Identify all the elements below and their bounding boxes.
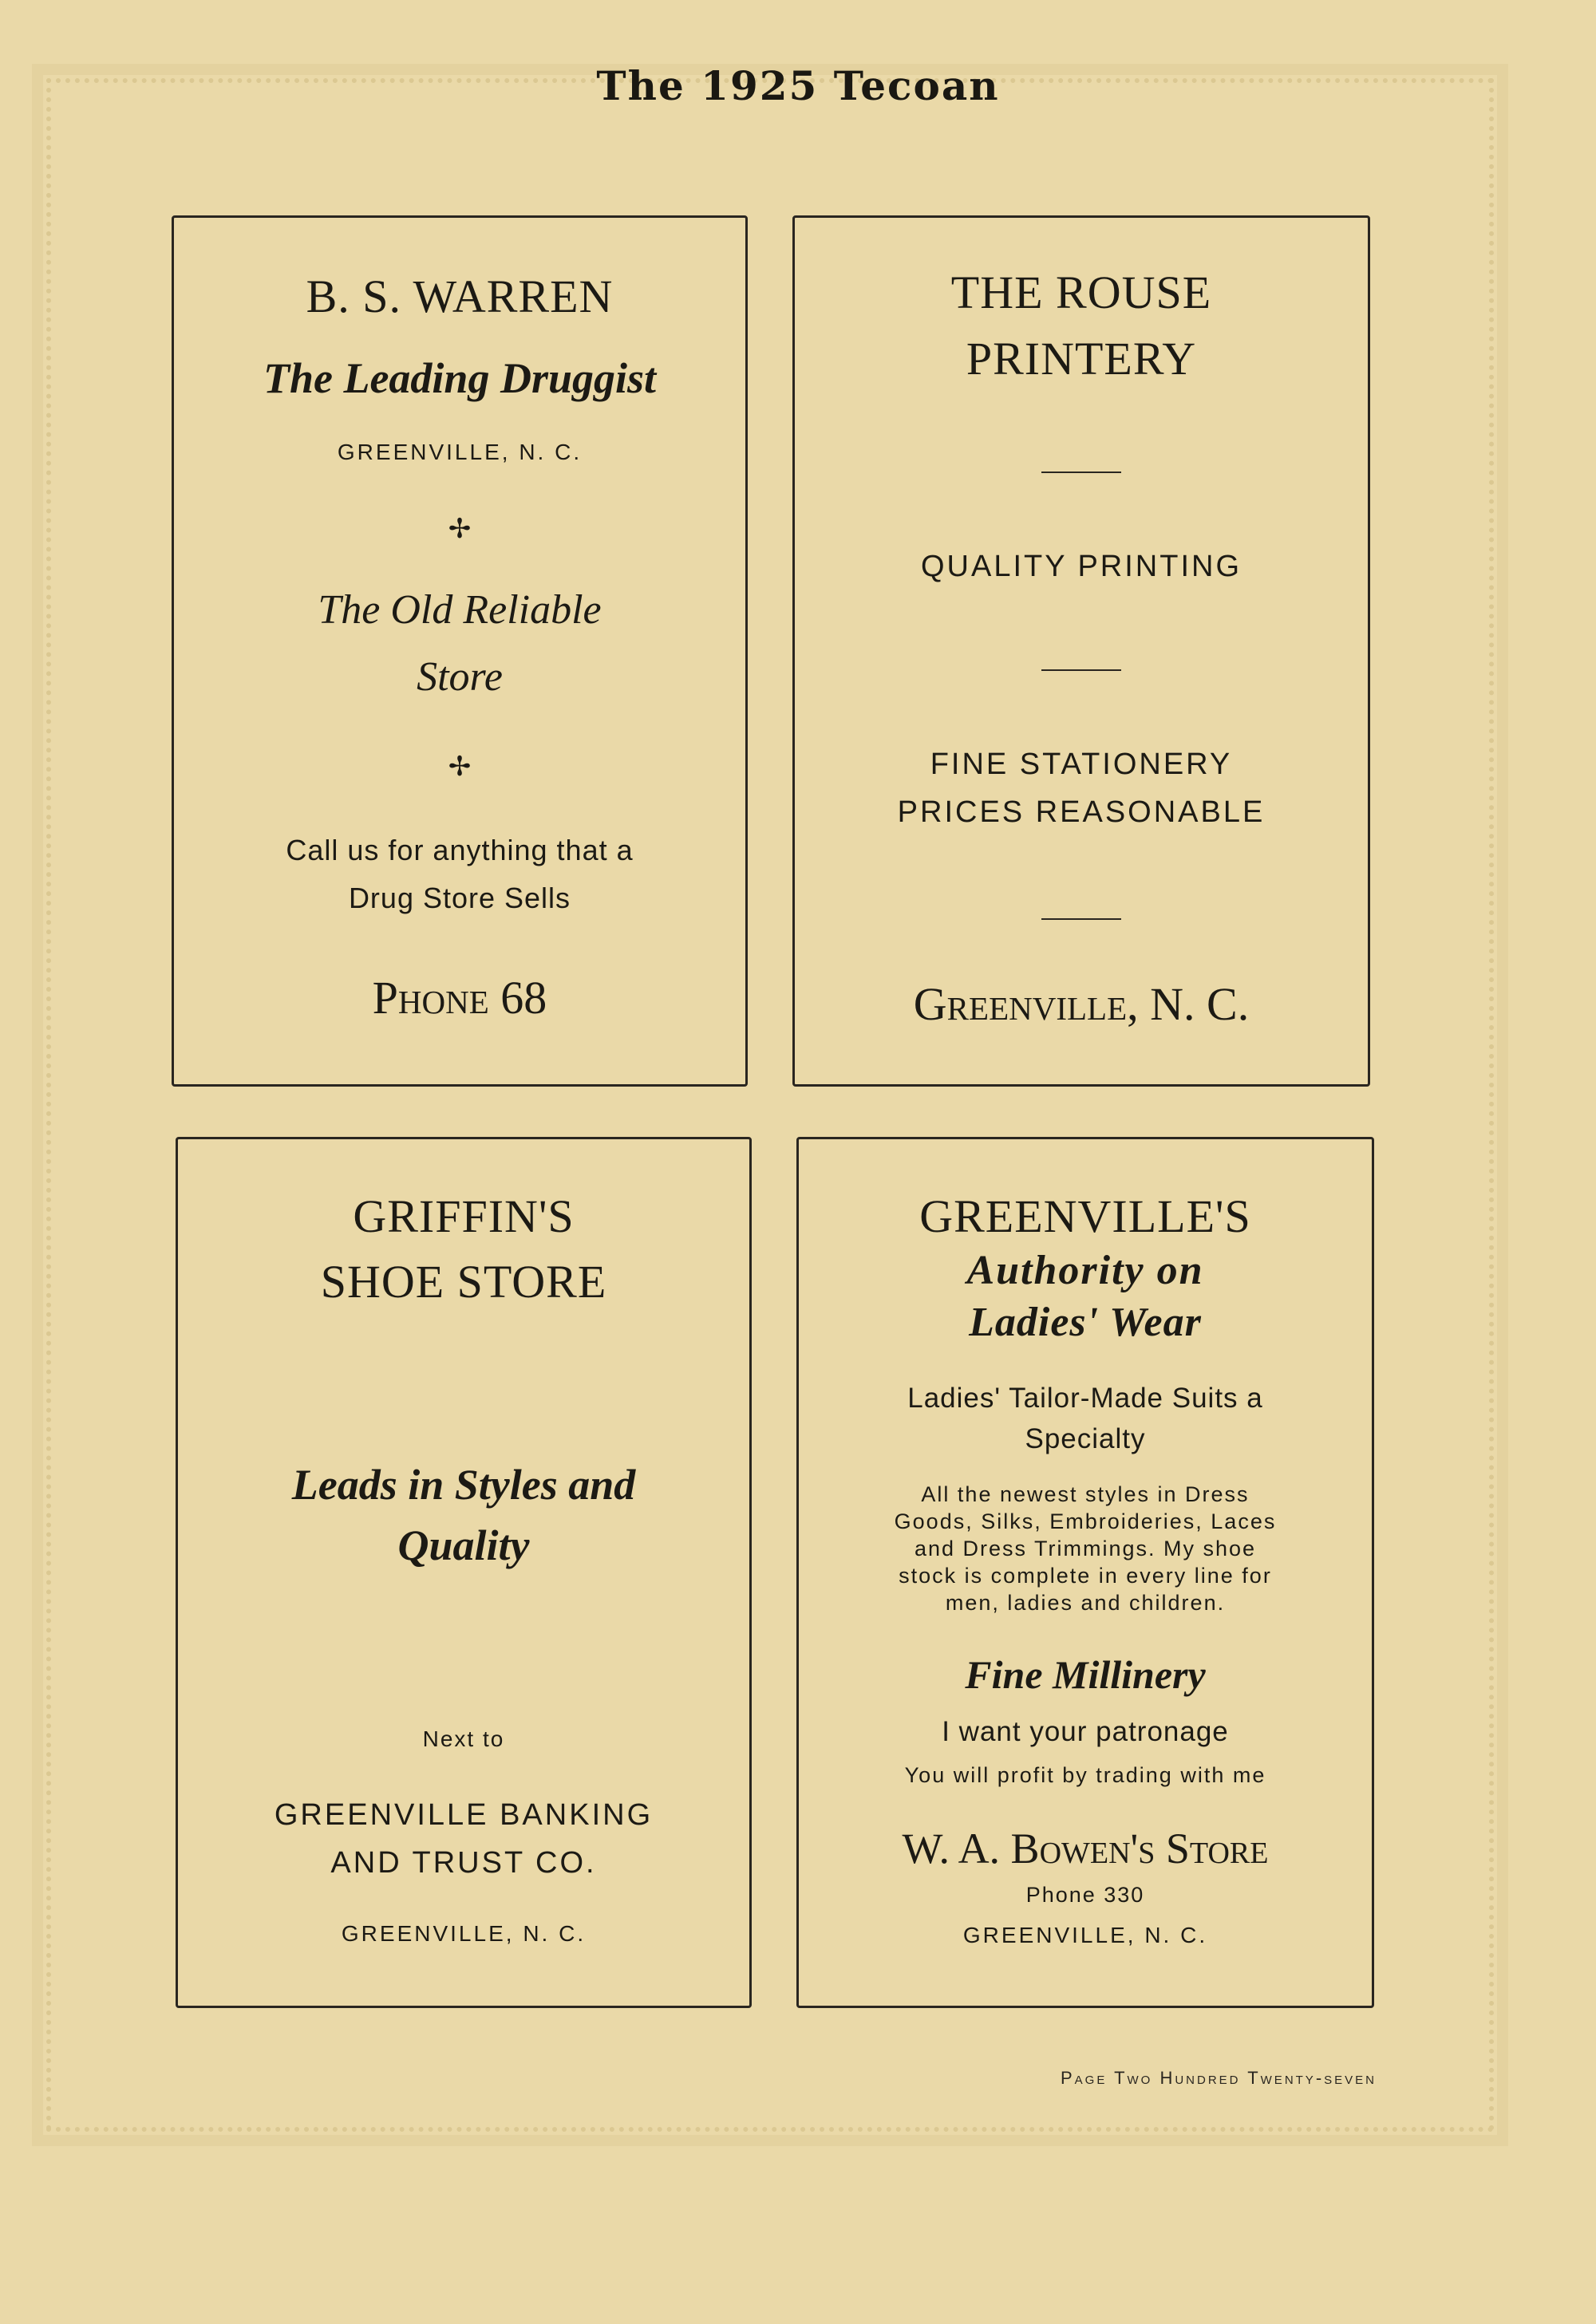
- bowen-specialty-line2: Specialty: [1025, 1423, 1146, 1454]
- rouse-divider-2: [795, 669, 1368, 671]
- warren-slogan-line2: Store: [417, 654, 503, 700]
- bowen-body-line1: All the newest styles in Dress: [921, 1482, 1250, 1506]
- bowen-body-line3: and Dress Trimmings. My shoe: [914, 1537, 1257, 1561]
- rouse-line2: PRICES REASONABLE: [897, 795, 1266, 829]
- bowen-specialty-line1: Ladies' Tailor-Made Suits a: [907, 1383, 1263, 1414]
- rouse-line1: FINE STATIONERY: [930, 748, 1233, 781]
- page-number-footer: Page Two Hundred Twenty-seven: [1061, 2068, 1377, 2088]
- griffin-slogan-line1: Leads in Styles and: [291, 1461, 636, 1509]
- bowen-body-line5: men, ladies and children.: [945, 1591, 1226, 1615]
- warren-ornament-top: ✢: [448, 513, 472, 545]
- warren-phone: Phone 68: [372, 972, 547, 1024]
- bowen-patronage: I want your patronage: [942, 1716, 1229, 1747]
- rouse-divider-3: [795, 918, 1368, 920]
- ad-warren: [172, 215, 748, 1087]
- bowen-body-line4: stock is complete in every line for: [899, 1564, 1272, 1588]
- rouse-divider-1: [795, 472, 1368, 473]
- bowen-store-name: W. A. Bowen's Store: [902, 1825, 1269, 1872]
- griffin-next-to: Next to: [422, 1726, 505, 1751]
- warren-slogan-line1: The Old Reliable: [318, 587, 602, 633]
- ad-rouse-printery: [792, 215, 1370, 1087]
- bowen-millinery: Fine Millinery: [965, 1652, 1206, 1697]
- rouse-name-line2: PRINTERY: [966, 333, 1197, 385]
- ad-griffins-shoe-store: [176, 1137, 752, 2008]
- griffin-name-line1: GRIFFIN'S: [353, 1190, 575, 1242]
- warren-ornament-bottom: ✢: [448, 751, 472, 783]
- running-head: The 1925 Tecoan: [596, 62, 1000, 109]
- bowen-heading: GREENVILLE'S: [919, 1190, 1251, 1242]
- griffin-slogan-line2: Quality: [397, 1521, 530, 1569]
- bowen-profit: You will profit by trading with me: [904, 1763, 1266, 1787]
- warren-location: GREENVILLE, N. C.: [337, 440, 583, 464]
- bowen-subheading-line2: Ladies' Wear: [969, 1300, 1202, 1345]
- griffin-location: GREENVILLE, N. C.: [341, 1921, 587, 1946]
- ad-bowens-store: [796, 1137, 1374, 2008]
- warren-body-line1: Call us for anything that a: [286, 834, 634, 866]
- bowen-location: GREENVILLE, N. C.: [962, 1923, 1208, 1947]
- bowen-phone: Phone 330: [1025, 1883, 1145, 1907]
- bowen-body-line2: Goods, Silks, Embroideries, Laces: [894, 1509, 1277, 1533]
- warren-tagline: The Leading Druggist: [263, 354, 657, 402]
- griffin-bank-line2: AND TRUST CO.: [330, 1846, 597, 1880]
- warren-name: B. S. WARREN: [306, 270, 614, 322]
- griffin-name-line2: SHOE STORE: [320, 1256, 607, 1308]
- griffin-bank-line1: GREENVILLE BANKING: [274, 1798, 654, 1832]
- bowen-subheading-line1: Authority on: [966, 1248, 1204, 1293]
- rouse-service: QUALITY PRINTING: [920, 550, 1242, 583]
- rouse-location: Greenville, N. C.: [913, 978, 1250, 1030]
- warren-body-line2: Drug Store Sells: [348, 882, 571, 914]
- rouse-name-line1: THE ROUSE: [950, 266, 1212, 318]
- bowen-body: [799, 1481, 1372, 1616]
